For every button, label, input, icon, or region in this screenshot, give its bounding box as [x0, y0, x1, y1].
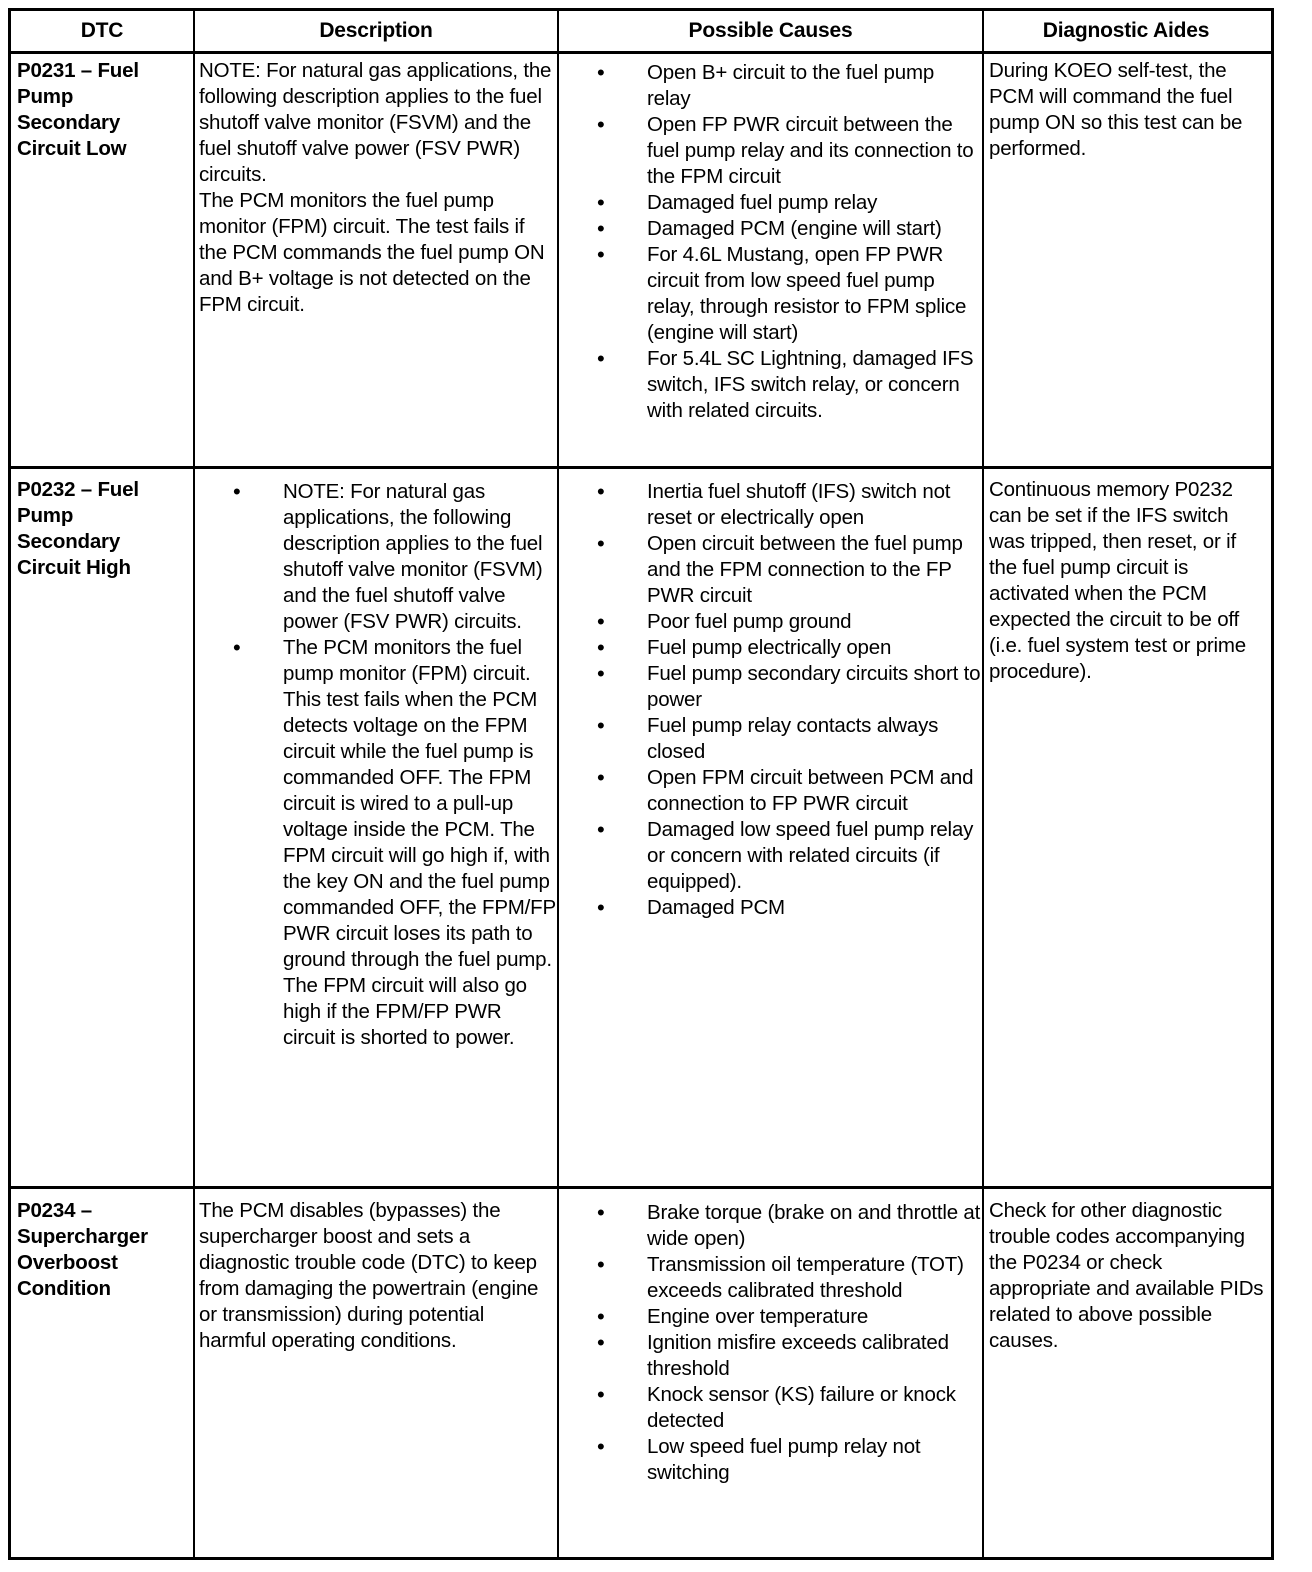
cause-item: • Fuel pump electrically open: [561, 635, 982, 661]
row-diagnostic-aides: Check for other diagnostic trouble codes accompanying the P0234 or check appropriate and available PIDs related to above possible causes.: [989, 1199, 1264, 1352]
cause-item: • Brake torque (brake on and throttle at wide open): [561, 1200, 982, 1252]
header-dtc: DTC: [80, 19, 124, 42]
cause-item: • For 4.6L Mustang, open FP PWR circuit from low speed fuel pump relay, through resistor to FPM splice (engine will start): [561, 242, 982, 346]
row-dtc-code: P0231 – Fuel Pump Secondary Circuit Low: [17, 59, 139, 160]
column-divider: [982, 11, 984, 1557]
cause-item: • Fuel pump secondary circuits short to power: [561, 661, 982, 713]
row-description: [199, 58, 555, 318]
header-description: Description: [319, 19, 433, 42]
cause-item: • Open B+ circuit to the fuel pump relay: [561, 60, 982, 112]
header-diagnostic-aides: Diagnostic Aides: [1042, 19, 1210, 42]
cause-item: • For 5.4L SC Lightning, damaged IFS switch, IFS switch relay, or concern with related circuits.: [561, 346, 982, 424]
cause-item: • Open FP PWR circuit between the fuel pump relay and its connection to the FPM circuit: [561, 112, 982, 190]
cause-item: • Transmission oil temperature (TOT) exceeds calibrated threshold: [561, 1252, 982, 1304]
row-description: [197, 479, 557, 1051]
header-possible-causes: Possible Causes: [688, 19, 853, 42]
column-divider: [557, 11, 559, 1557]
cause-item: • Damaged PCM (engine will start): [561, 216, 982, 242]
description-item: • NOTE: For natural gas applications, the following description applies to the fuel shutoff valve monitor (FSVM) and the fuel shutoff valve power (FSV PWR) circuits.: [197, 479, 557, 635]
cause-item: • Open circuit between the fuel pump and the FPM connection to the FP PWR circuit: [561, 531, 982, 609]
row-possible-causes: [561, 479, 982, 921]
cause-item: • Knock sensor (KS) failure or knock detected: [561, 1382, 982, 1434]
cause-item: • Low speed fuel pump relay not switching: [561, 1434, 982, 1486]
cause-item: • Inertia fuel shutoff (IFS) switch not reset or electrically open: [561, 479, 982, 531]
row-divider: [11, 51, 1271, 54]
cause-item: • Poor fuel pump ground: [561, 609, 982, 635]
row-dtc-code: P0234 – Supercharger Overboost Condition: [17, 1199, 148, 1300]
cause-item: • Damaged low speed fuel pump relay or concern with related circuits (if equipped).: [561, 817, 982, 895]
row-description: [199, 1198, 555, 1354]
description-paragraph: The PCM disables (bypasses) the supercharger boost and sets a diagnostic trouble code (DTC) to keep from damaging the powertrain (engine or transmission) during potential harmful operating conditions.: [199, 1199, 539, 1352]
row-dtc-code: P0232 – Fuel Pump Secondary Circuit High: [17, 478, 139, 579]
row-divider: [11, 466, 1271, 469]
column-divider: [193, 11, 195, 1557]
row-divider: [11, 1186, 1271, 1189]
description-paragraph: The PCM monitors the fuel pump monitor (FPM) circuit. The test fails if the PCM commands the fuel pump ON and B+ voltage is not detected on the FPM circuit.: [199, 189, 545, 316]
cause-item: • Ignition misfire exceeds calibrated threshold: [561, 1330, 982, 1382]
cause-item: • Damaged PCM: [561, 895, 982, 921]
row-possible-causes: [561, 1200, 982, 1486]
row-diagnostic-aides: During KOEO self-test, the PCM will command the fuel pump ON so this test can be performed.: [989, 59, 1243, 160]
description-item: • The PCM monitors the fuel pump monitor (FPM) circuit. This test fails when the PCM detects voltage on the FPM circuit while the fuel pump is commanded OFF. The FPM circuit is wired to a pull-up voltage inside the PCM. The FPM circuit will go high if, with the key ON and the fuel pump commanded OFF, the FPM/FP PWR circuit loses its path to ground through the fuel pump. The FPM circuit will also go high if the FPM/FP PWR circuit is shorted to power.: [197, 635, 557, 1051]
dtc-table: [8, 8, 1274, 1560]
cause-item: • Damaged fuel pump relay: [561, 190, 982, 216]
row-possible-causes: [561, 60, 982, 424]
cause-item: • Open FPM circuit between PCM and connection to FP PWR circuit: [561, 765, 982, 817]
cause-item: • Engine over temperature: [561, 1304, 982, 1330]
row-diagnostic-aides: Continuous memory P0232 can be set if the IFS switch was tripped, then reset, or if the fuel pump circuit is activated when the PCM expected the circuit to be off (i.e. fuel system test or prime procedure).: [989, 478, 1246, 683]
cause-item: • Fuel pump relay contacts always closed: [561, 713, 982, 765]
description-paragraph: NOTE: For natural gas applications, the following description applies to the fuel shutoff valve monitor (FSVM) and the fuel shutoff valve power (FSV PWR) circuits.: [199, 59, 552, 186]
